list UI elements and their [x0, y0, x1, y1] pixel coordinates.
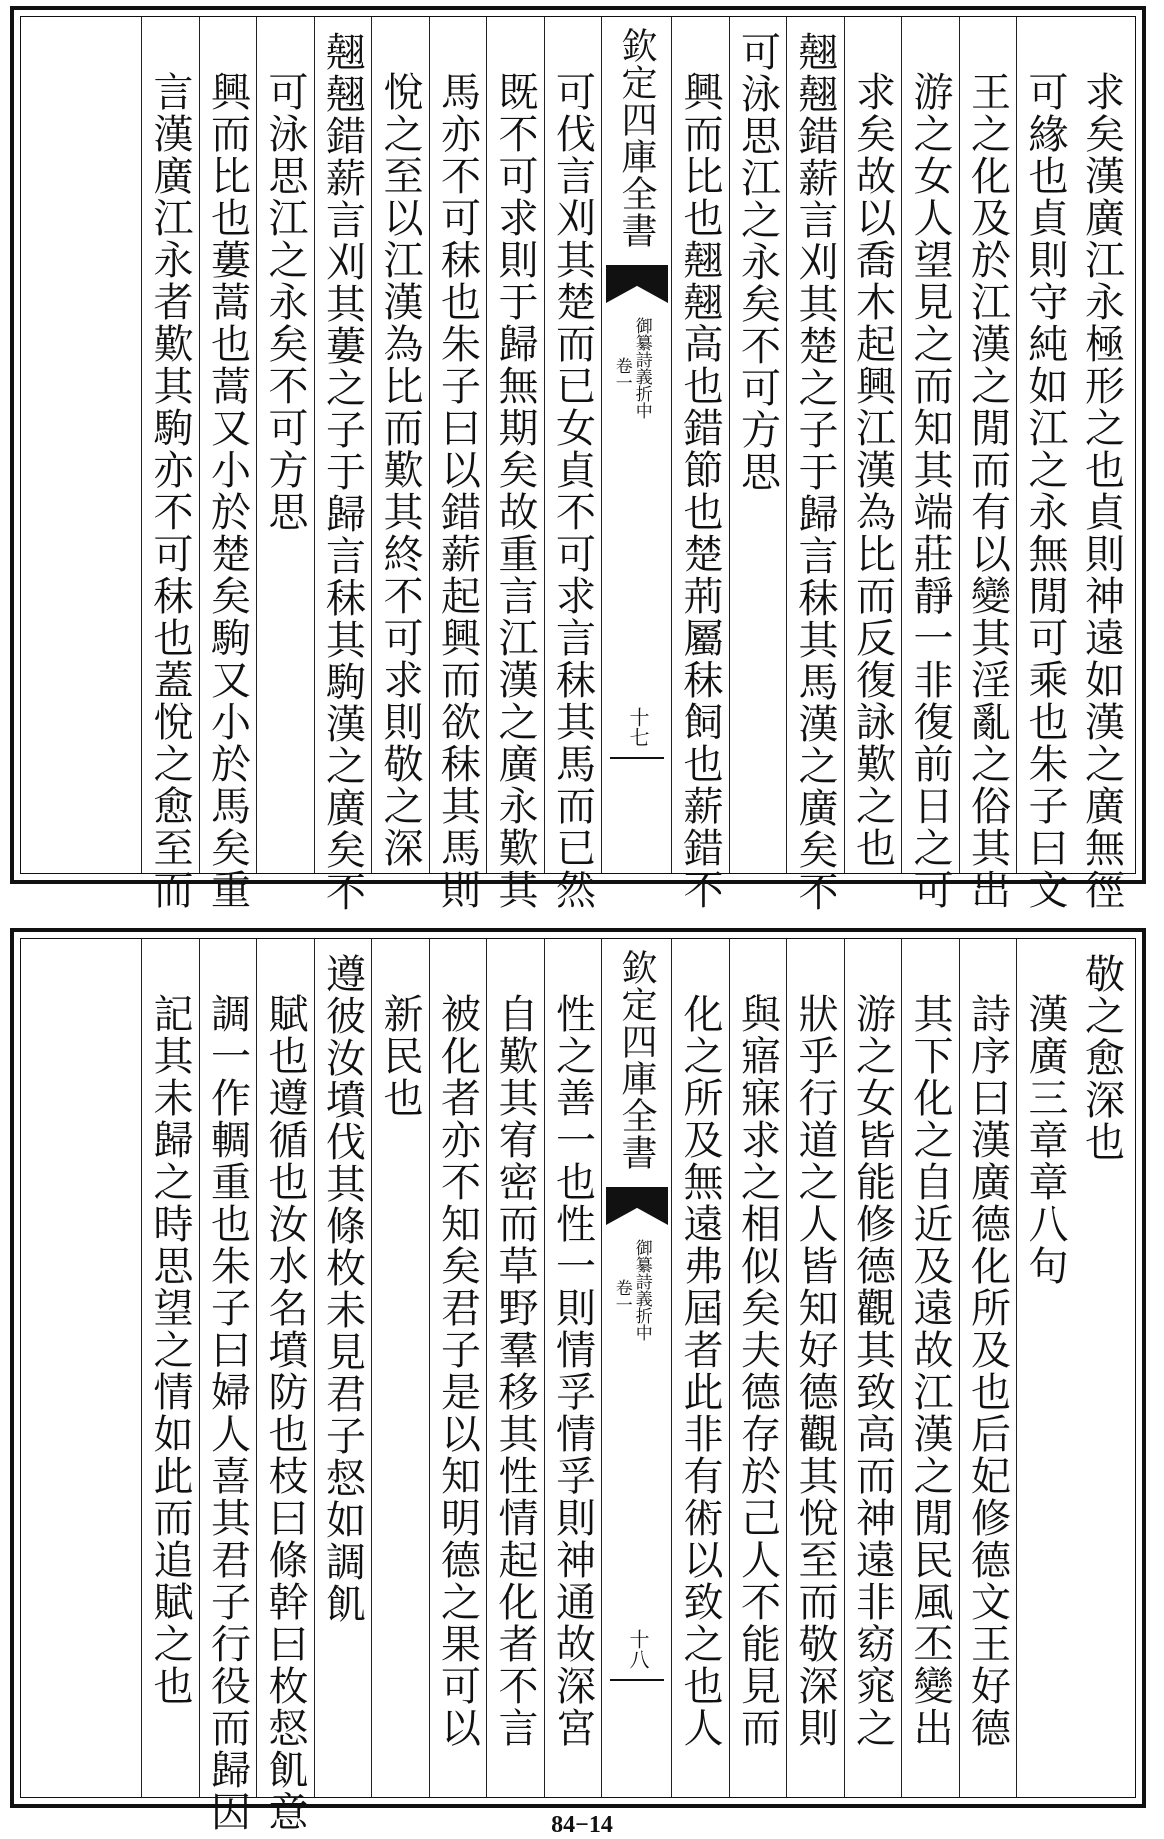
- column-text: 被化者亦不知矣君子是以知明德之果可以: [434, 993, 481, 1749]
- text-column: [256, 939, 315, 1833]
- text-column: [486, 17, 545, 911]
- column-text: 求矣漢廣江永極形之也貞則神遠如漢之廣無徑: [1078, 71, 1125, 911]
- column-text: 求矣故以喬木起興江漢為比而反復詠歎之也: [849, 71, 896, 869]
- text-column: [671, 939, 730, 1797]
- text-column: [429, 939, 488, 1797]
- top-page: [10, 6, 1146, 913]
- column-text: 詩序曰漢廣德化所及也后妃修德文王好德: [964, 993, 1011, 1749]
- text-column: [1074, 939, 1132, 1797]
- text-column: [314, 17, 373, 913]
- text-column: [371, 17, 430, 873]
- text-column: [371, 939, 430, 1797]
- folio-line: [610, 1679, 664, 1681]
- column-text: 漢廣三章章八句: [1022, 993, 1068, 1287]
- column-text: 可泳思江之永矣不可方思: [734, 31, 781, 493]
- column-text: 敬之愈深也: [1078, 953, 1125, 1163]
- text-column: [729, 17, 788, 873]
- fish-tail-mark: [606, 1187, 668, 1225]
- text-column: [901, 17, 960, 911]
- text-column: [786, 939, 845, 1797]
- column-text: 游之女皆能修德觀其致高而神遠非窈窕之: [849, 993, 896, 1749]
- text-column: [1016, 17, 1075, 911]
- column-text: 悅之至以江漢為比而歎其終不可求則敬之深: [377, 71, 423, 869]
- text-column: [844, 17, 903, 873]
- column-text: 性之善一也性一則情孚情孚則神通故深宮: [549, 993, 596, 1749]
- column-text: 可伐言刈其楚而已女貞不可求言秣其馬而已然: [549, 71, 596, 911]
- text-column: [256, 17, 315, 873]
- folio-line: [610, 757, 664, 759]
- volume-label: 卷一: [611, 1279, 632, 1313]
- center-margin-column: [601, 939, 672, 1797]
- volume-label: 卷一: [611, 357, 632, 391]
- center-margin-column: [601, 17, 672, 873]
- text-column: [199, 17, 258, 911]
- column-text: 狀乎行道之人皆知好德觀其悅至而敬深則: [792, 993, 838, 1749]
- column-text: 記其未歸之時思望之情如此而追賦之也: [147, 993, 193, 1707]
- column-text: 其下化之自近及遠故江漢之閒民風丕變出: [907, 993, 953, 1749]
- text-column: [844, 939, 903, 1797]
- column-text: 調一作輖重也朱子曰婦人喜其君子行役而歸因: [204, 993, 251, 1833]
- text-column: [544, 939, 603, 1797]
- text-column: [786, 17, 845, 913]
- text-column: [486, 939, 545, 1797]
- text-column: [901, 939, 960, 1797]
- text-column: [314, 939, 373, 1797]
- book-title: 欽定四庫全書: [616, 949, 657, 1171]
- column-text: 翹翹錯薪言刈其楚之子于歸言秣其馬漢之廣矣不: [792, 31, 838, 913]
- page-number: 84−14: [551, 1812, 613, 1838]
- column-text: 遵彼汝墳伐其條枚未見君子惄如調飢: [319, 953, 366, 1625]
- text-column: [199, 939, 258, 1833]
- text-column: [1016, 939, 1075, 1797]
- text-column: [141, 17, 200, 911]
- fish-tail-mark: [606, 265, 668, 303]
- column-text: 言漢廣江永者歎其駒亦不可秣也蓋悅之愈至而: [147, 71, 193, 911]
- text-column: [1074, 17, 1132, 911]
- folio-number: 十七: [626, 707, 650, 747]
- column-text: 翹翹錯薪言刈其蔞之子于歸言秣其駒漢之廣矣不: [319, 31, 366, 913]
- folio-number: 十八: [626, 1629, 650, 1669]
- column-text: 自歎其宥密而草野羣移其性情起化者不言: [492, 993, 538, 1749]
- text-column: [141, 939, 200, 1797]
- column-text: 與寤寐求之相似矣夫德存於己人不能見而: [734, 993, 781, 1749]
- text-column: [544, 17, 603, 911]
- text-column: [671, 17, 730, 911]
- column-text: 可泳思江之永矣不可方思: [262, 71, 308, 533]
- column-text: 馬亦不可秣也朱子曰以錯薪起興而欲秣其馬則: [434, 71, 481, 911]
- column-text: 興而比也蔞蒿也蒿又小於楚矣駒又小於馬矣重: [204, 71, 251, 911]
- column-text: 可緣也貞則守純如江之永無閒可乘也朱子曰文: [1022, 71, 1068, 911]
- column-text: 賦也遵循也汝水名墳防也枝曰條幹曰枚惄飢意: [262, 993, 308, 1833]
- side-title: 御纂詩義折中: [631, 317, 652, 419]
- side-title: 御纂詩義折中: [631, 1239, 652, 1341]
- book-title: 欽定四庫全書: [616, 27, 657, 249]
- top-page-frame: [20, 16, 1136, 913]
- text-column: [729, 939, 788, 1797]
- column-text: 興而比也翹翹高也錯節也楚荊屬秣飼也薪錯不: [677, 71, 723, 911]
- column-text: 新民也: [377, 993, 423, 1119]
- column-text: 游之女人望見之而知其端莊靜一非復前日之可: [907, 71, 953, 911]
- text-column: [429, 17, 488, 911]
- column-text: 王之化及於江漢之閒而有以變其淫亂之俗其出: [964, 71, 1011, 911]
- column-text: 既不可求則于歸無期矣故重言江漢之廣永歎其: [492, 71, 538, 911]
- text-column: [959, 939, 1018, 1797]
- column-text: 化之所及無遠弗屆者此非有術以致之也人: [677, 993, 723, 1749]
- text-column: [959, 17, 1018, 911]
